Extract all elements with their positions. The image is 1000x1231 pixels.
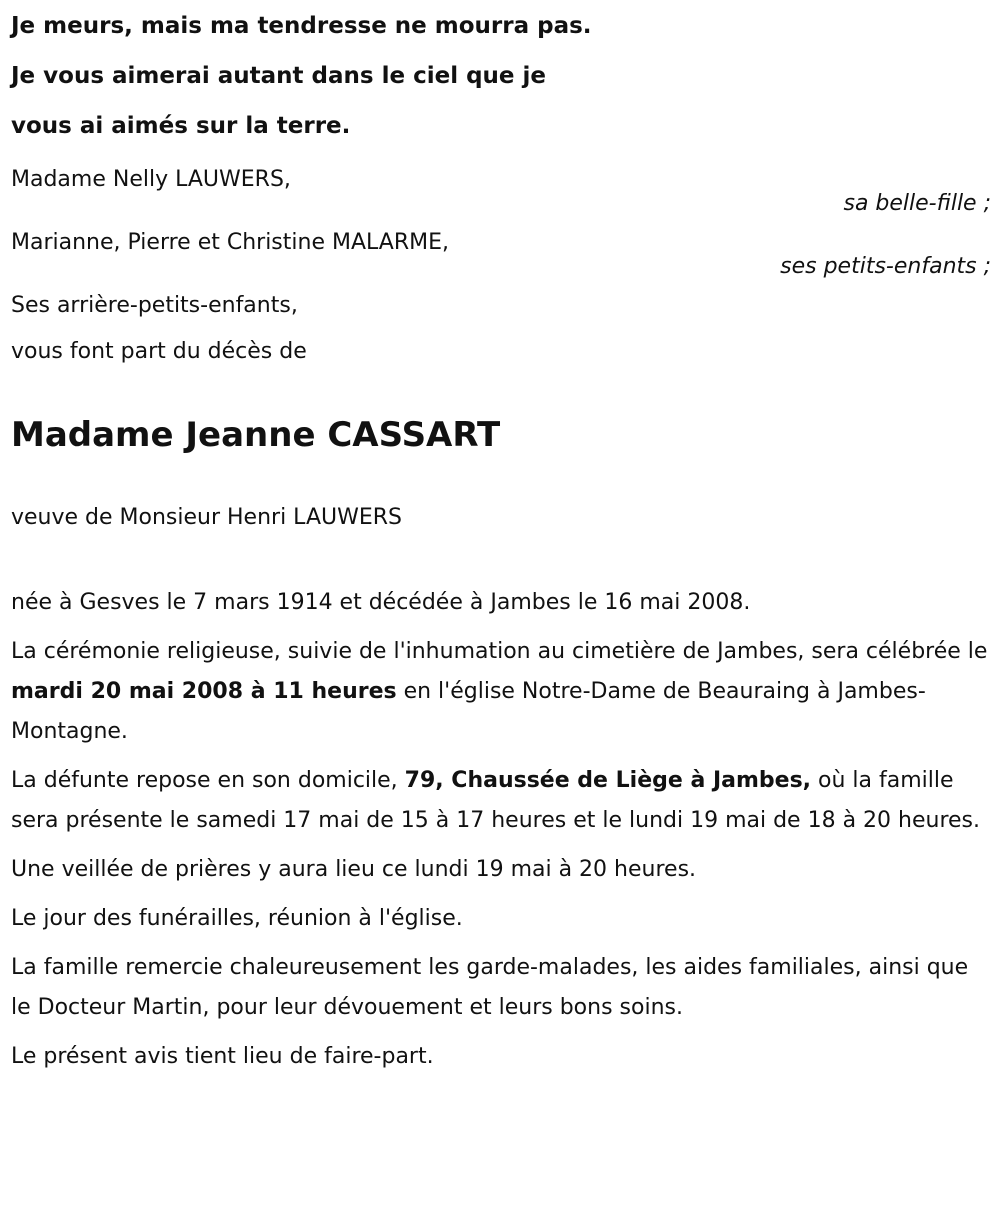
thanks-paragraph: La famille remercie chaleureusement les garde-malades, les aides familiales, ainsi que le Docteur Martin, pour leur dévouement et leurs bons soins.: [11, 955, 969, 1020]
repose-address: 79, Chaussée de Liège à Jambes,: [404, 768, 812, 793]
funeral-day-paragraph: Le jour des funérailles, réunion à l'église.: [11, 906, 463, 931]
poem-line: Je vous aimerai autant dans le ciel que je: [11, 63, 547, 89]
obituary-notice: [11, 0, 991, 1077]
poem-line: Je meurs, mais ma tendresse ne mourra pas.: [11, 13, 592, 39]
ceremony-paragraph: [11, 632, 991, 752]
deceased-name: Madame Jeanne CASSART: [11, 415, 501, 455]
repose-paragraph: [11, 761, 991, 841]
announcement-intro: vous font part du décès de: [11, 339, 307, 364]
ceremony-datetime: mardi 20 mai 2008 à 11 heures: [11, 679, 397, 704]
repose-visiting-hours: où la famille sera présente le samedi 17 mai de 15 à 17 heures et le lundi 19 mai de 18 à 20 heures.: [11, 768, 980, 833]
repose-text: La défunte repose en son domicile,: [11, 768, 405, 793]
family-member-name: Marianne, Pierre et Christine MALARME,: [11, 230, 449, 255]
vigil-paragraph: Une veillée de prières y aura lieu ce lundi 19 mai à 20 heures.: [11, 857, 697, 882]
family-member-name: Madame Nelly LAUWERS,: [11, 167, 291, 192]
notice-paragraph: Le présent avis tient lieu de faire-part.: [11, 1044, 434, 1069]
family-member-name: Ses arrière-petits-enfants,: [11, 293, 298, 318]
family-list: [11, 165, 991, 321]
family-member-relation: sa belle-fille ;: [843, 191, 991, 216]
poem-line: vous ai aimés sur la terre.: [11, 113, 351, 139]
poem-quote: [11, 1, 991, 151]
ceremony-text: La cérémonie religieuse, suivie de l'inhumation au cimetière de Jambes, sera célébrée le: [11, 639, 988, 664]
family-member-row: [11, 165, 991, 228]
ceremony-location: en l'église Notre-Dame de Beauraing à Jambes-Montagne.: [11, 679, 926, 744]
family-member-row: [11, 291, 991, 321]
family-member-row: [11, 228, 991, 291]
widow-of: veuve de Monsieur Henri LAUWERS: [11, 505, 403, 530]
birth-death-dates: née à Gesves le 7 mars 1914 et décédée à Jambes le 16 mai 2008.: [11, 590, 751, 615]
family-member-relation: ses petits-enfants ;: [780, 254, 991, 279]
